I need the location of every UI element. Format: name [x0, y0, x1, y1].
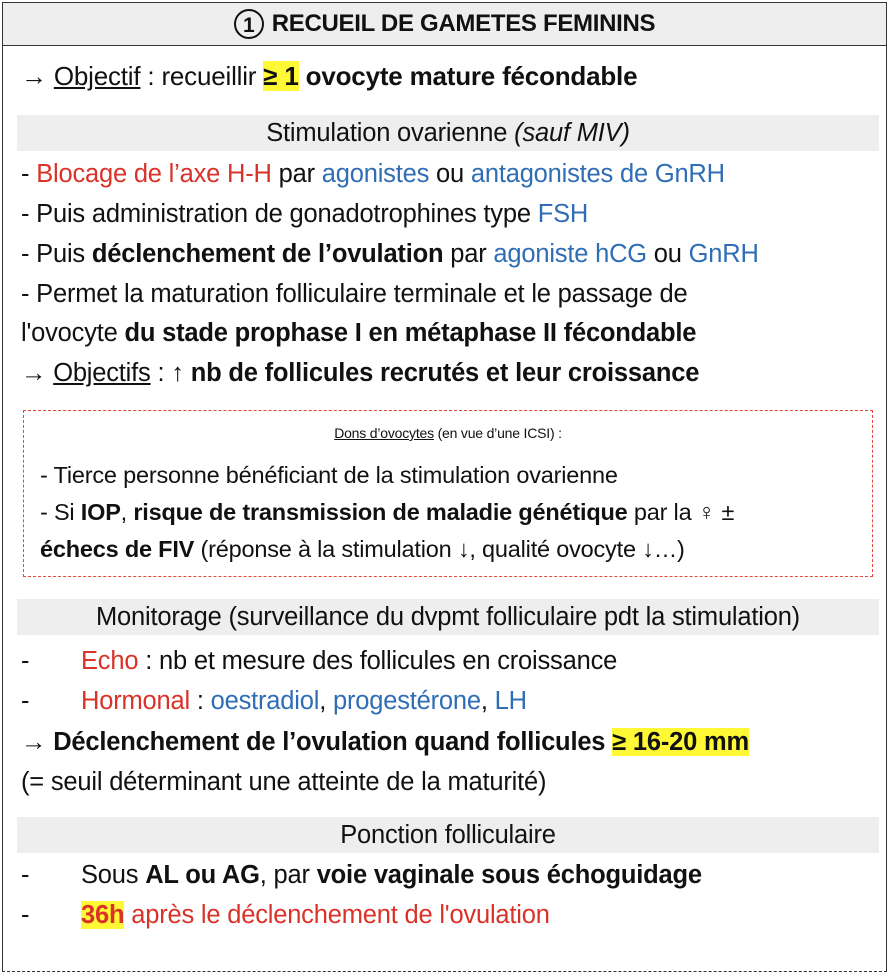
objectives-line: → Objectifs : ↑ nb de follicules recrutés et leur croissance — [21, 359, 700, 387]
monitoring-line-1: - Echo : nb et mesure des follicules en croissance — [21, 647, 618, 675]
donation-line-3: échecs de FIV (réponse à la stimulation ↓, qualité ovocyte ↓…) — [40, 536, 685, 562]
puncture-line-2: - 36h après le déclenchement de l'ovulation — [21, 901, 550, 929]
trigger-line: → Déclenchement de l’ovulation quand follicules ≥ 16-20 mm — [21, 728, 749, 756]
oocyte-donation-box — [23, 410, 873, 577]
stimulation-line-5: l'ovocyte du stade prophase I en métaphase II fécondable — [21, 319, 697, 347]
stimulation-line-4: - Permet la maturation folliculaire terminale et le passage de — [21, 280, 688, 308]
objective-line: → Objectif : recueillir ≥ 1 ovocyte mature fécondable — [21, 61, 638, 91]
arrow-icon: → — [21, 61, 47, 91]
monitoring-line-2: - Hormonal : oestradiol, progestérone, LH — [21, 687, 527, 715]
timing-highlight: 36h — [81, 901, 125, 929]
stimulation-line-2: - Puis administration de gonadotrophines type FSH — [21, 200, 589, 228]
objective-label: Objectif — [53, 61, 141, 91]
stimulation-line-3: - Puis déclenchement de l’ovulation par agoniste hCG ou GnRH — [21, 240, 759, 268]
puncture-header: Ponction folliculaire — [17, 817, 879, 853]
donation-title: Dons d’ovocytes (en vue d’une ICSI) : — [334, 425, 562, 441]
arrow-icon: → — [21, 359, 54, 387]
title-bar — [3, 3, 886, 46]
page-title: RECUEIL DE GAMETES FEMININS — [271, 10, 656, 37]
monitoring-header: Monitorage (surveillance du dvpmt folliculaire pdt la stimulation) — [17, 599, 879, 635]
donation-line-1: - Tierce personne bénéficiant de la stimulation ovarienne — [40, 462, 618, 488]
stimulation-header: Stimulation ovarienne (sauf MIV) — [17, 115, 879, 151]
summary-card — [2, 2, 887, 972]
maturity-note: (= seuil déterminant une atteinte de la maturité) — [21, 768, 547, 796]
donation-line-2: - Si IOP, risque de transmission de maladie génétique par la ♀ ± — [40, 499, 735, 525]
stimulation-line-1: - Blocage de l’axe H-H par agonistes ou antagonistes de GnRH — [21, 160, 725, 188]
puncture-line-1: - Sous AL ou AG, par voie vaginale sous échoguidage — [21, 861, 702, 889]
arrow-icon: → — [21, 728, 54, 756]
up-arrow-icon: ↑ — [171, 359, 184, 387]
objective-highlight: ≥ 1 — [263, 61, 299, 91]
title-number-circle: 1 — [234, 9, 264, 39]
follicle-size-highlight: ≥ 16-20 mm — [612, 728, 749, 756]
